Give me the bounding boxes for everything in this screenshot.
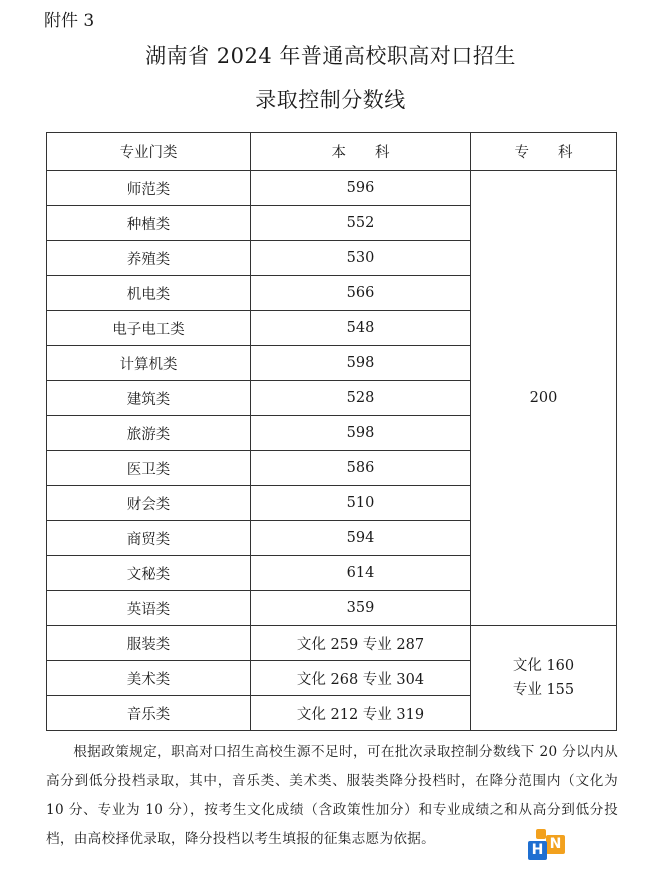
junior-arts-major: 专业 155 (512, 682, 575, 698)
category-cell: 种植类 (47, 206, 251, 241)
undergrad-cell: 文化 212 专业 319 (251, 696, 471, 731)
undergrad-cell: 594 (251, 521, 471, 556)
category-cell: 旅游类 (47, 416, 251, 451)
score-table (46, 132, 617, 731)
logo-letter-n: N (546, 835, 565, 854)
table-row (47, 171, 617, 206)
page-title: 湖南省 2024 年普通高校职高对口招生 (145, 44, 516, 68)
junior-arts-culture: 文化 160 (512, 658, 575, 674)
category-cell: 建筑类 (47, 381, 251, 416)
header-category: 专业门类 (47, 133, 251, 171)
undergrad-cell: 359 (251, 591, 471, 626)
undergrad-cell: 614 (251, 556, 471, 591)
category-cell: 英语类 (47, 591, 251, 626)
attachment-label: 附件 3 (44, 11, 95, 31)
logo-letter-h: H (528, 841, 547, 860)
category-cell: 财会类 (47, 486, 251, 521)
undergrad-cell: 文化 259 专业 287 (251, 626, 471, 661)
category-cell: 养殖类 (47, 241, 251, 276)
undergrad-cell: 552 (251, 206, 471, 241)
junior-arts-cell (471, 626, 617, 731)
category-cell: 医卫类 (47, 451, 251, 486)
category-cell: 文秘类 (47, 556, 251, 591)
logo-accent-shape (536, 829, 546, 839)
undergrad-cell: 598 (251, 416, 471, 451)
undergrad-cell: 528 (251, 381, 471, 416)
category-cell: 商贸类 (47, 521, 251, 556)
undergrad-cell: 530 (251, 241, 471, 276)
hn-logo (528, 829, 568, 863)
page-subtitle: 录取控制分数线 (255, 88, 406, 112)
table-row (47, 626, 617, 661)
category-cell: 电子电工类 (47, 311, 251, 346)
category-cell: 师范类 (47, 171, 251, 206)
undergrad-cell: 510 (251, 486, 471, 521)
category-cell: 美术类 (47, 661, 251, 696)
policy-note: 根据政策规定，职高对口招生高校生源不足时，可在批次录取控制分数线下 20 分以内从高分到低分投档录取，其中，音乐类、美术类、服装类降分投档时，在降分范围内（文化为 10 分、专业为 10 分），按考生文化成绩（含政策性加分）和专业成绩之和从高分到低分投档，由高校择优录取，降分投档以考生填报的征集志愿为依据。 (46, 744, 618, 847)
category-cell: 音乐类 (47, 696, 251, 731)
category-cell: 计算机类 (47, 346, 251, 381)
header-junior: 专 科 (471, 133, 617, 171)
category-cell: 机电类 (47, 276, 251, 311)
undergrad-cell: 596 (251, 171, 471, 206)
table-header-row (47, 133, 617, 171)
undergrad-cell: 586 (251, 451, 471, 486)
undergrad-cell: 598 (251, 346, 471, 381)
undergrad-cell: 548 (251, 311, 471, 346)
category-cell: 服装类 (47, 626, 251, 661)
header-undergrad: 本 科 (251, 133, 471, 171)
undergrad-cell: 566 (251, 276, 471, 311)
undergrad-cell: 文化 268 专业 304 (251, 661, 471, 696)
junior-general-cell: 200 (471, 171, 617, 626)
